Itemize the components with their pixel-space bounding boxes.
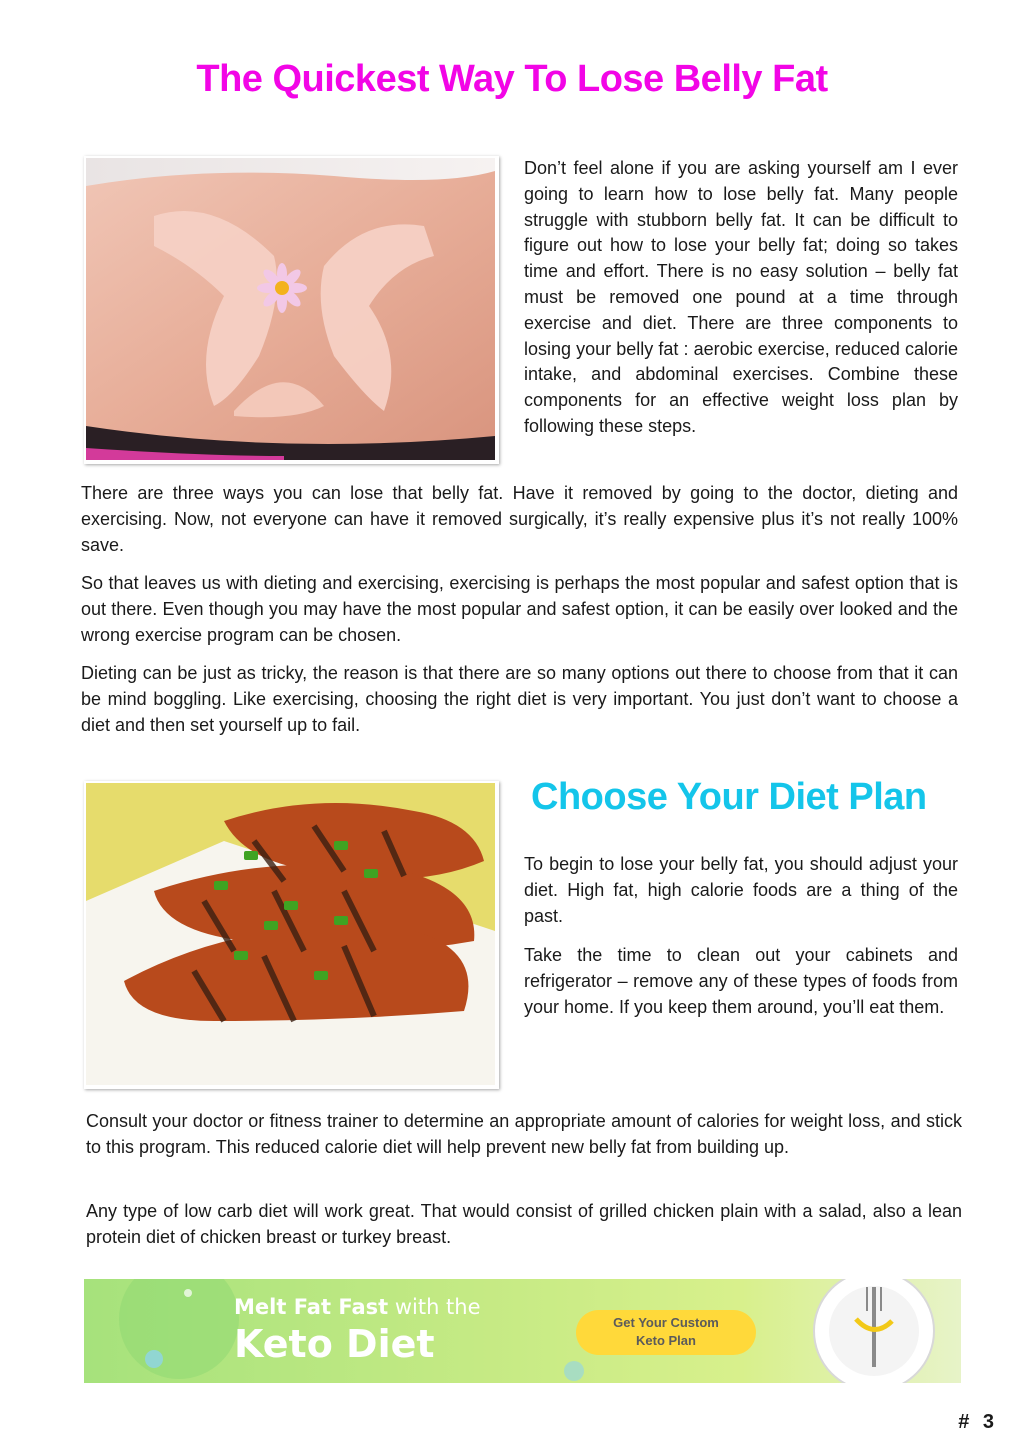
section-heading-diet-plan: Choose Your Diet Plan bbox=[531, 776, 927, 818]
paragraph-adjust-diet: To begin to lose your belly fat, you should adjust your diet. High fat, high calorie foods are a thing of the past. bbox=[524, 854, 958, 926]
banner-line1-bold: Melt Fat Fast bbox=[234, 1295, 389, 1319]
banner-decoration bbox=[84, 1279, 961, 1383]
grilled-chicken-photo bbox=[84, 781, 499, 1089]
intro-paragraph: Don’t feel alone if you are asking yourself am I ever going to learn how to lose belly fat. Many people struggle with stubborn belly fat. It can be difficult to figure out how to lose your belly fat; doing so takes time and effort. There is no easy solution – belly fat must be removed one pound at a time through exercise and diet. There are three components to losing your belly fat : aerobic exercise, reduced calorie intake, and abdominal exercises. Combine these components for an effective weight loss plan by following these steps. bbox=[524, 158, 958, 436]
cta-line2: Keto Plan bbox=[636, 1333, 696, 1348]
banner-line2: Keto Diet bbox=[234, 1322, 435, 1366]
belly-photo-illustration bbox=[84, 156, 499, 464]
cta-line1: Get Your Custom bbox=[613, 1315, 719, 1330]
paragraph-consult-doctor: Consult your doctor or fitness trainer to determine an appropriate amount of calories for weight loss, and stick to this program. This reduced calorie diet will help prevent new belly fat from building up. bbox=[86, 1111, 962, 1157]
paragraph-three-ways: There are three ways you can lose that belly fat. Have it removed by going to the doctor, dieting and exercising. Now, not everyone can have it removed surgically, it’s really expensive plus it’s not really 100% save. bbox=[81, 483, 958, 555]
get-keto-plan-button[interactable] bbox=[576, 1310, 756, 1355]
belly-photo bbox=[84, 156, 499, 464]
flower-icon bbox=[257, 263, 307, 313]
chicken-photo-illustration bbox=[84, 781, 499, 1089]
page-number: # 3 bbox=[958, 1411, 998, 1433]
keto-diet-banner[interactable] bbox=[84, 1279, 961, 1383]
paragraph-clean-cabinets: Take the time to clean out your cabinets and refrigerator – remove any of these types of foods from your home. If you keep them around, you’ll eat them. bbox=[524, 945, 958, 1017]
paragraph-low-carb: Any type of low carb diet will work great. That would consist of grilled chicken plain with a salad, also a lean protein diet of chicken breast or turkey breast. bbox=[86, 1201, 962, 1247]
page-title: The Quickest Way To Lose Belly Fat bbox=[196, 58, 828, 100]
banner-line1-rest: with the bbox=[388, 1295, 481, 1319]
paragraph-dieting-exercising: So that leaves us with dieting and exercising, exercising is perhaps the most popular and safest option that is out there. Even though you may have the most popular and safest option, it can be easily over looked and the wrong exercise program can be chosen. bbox=[81, 573, 958, 645]
paragraph-dieting-tricky: Dieting can be just as tricky, the reason is that there are so many options out there to choose from that it can be mind boggling. Like exercising, choosing the right diet is very important. You just don’t want to choose a diet and then set yourself up to fail. bbox=[81, 663, 958, 735]
